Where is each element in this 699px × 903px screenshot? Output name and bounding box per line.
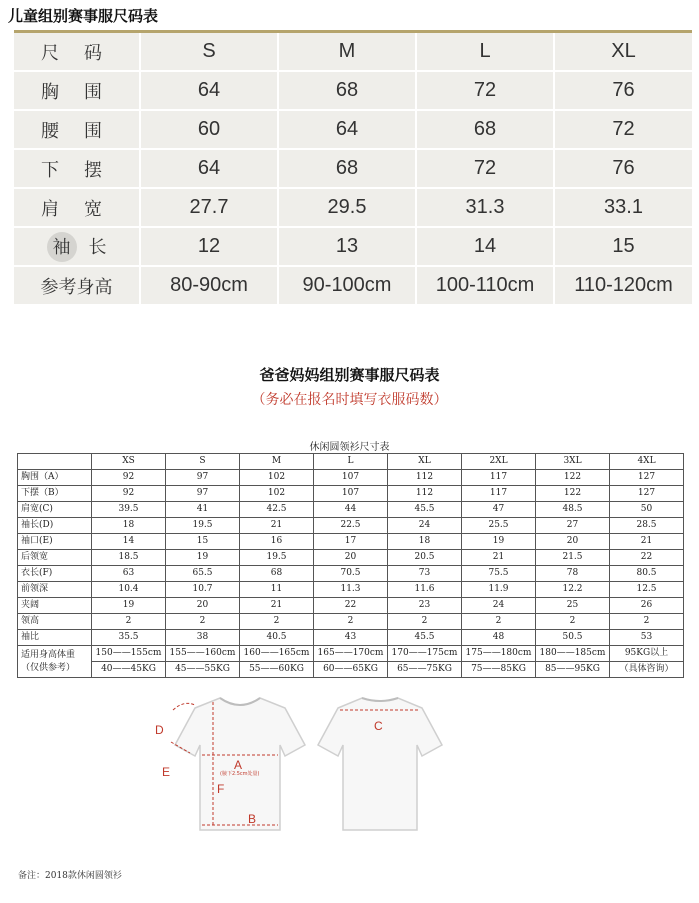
table-cell: 25 (536, 598, 610, 614)
row-header: 参考身高 (14, 266, 140, 305)
table-cell: 64 (140, 149, 278, 188)
table-cell: 80.5 (610, 566, 684, 582)
table-cell: 11.9 (462, 582, 536, 598)
adult-size-table (17, 453, 684, 678)
table-cell: 12.2 (536, 582, 610, 598)
table-cell: 21 (240, 518, 314, 534)
table-cell: 170——175cm (388, 646, 462, 662)
table-cell: 72 (416, 71, 554, 110)
table-cell: 165——170cm (314, 646, 388, 662)
table-cell: 45.5 (388, 630, 462, 646)
table-cell: 127 (610, 470, 684, 486)
table-cell: 117 (462, 486, 536, 502)
table-cell: 40——45KG (92, 662, 166, 678)
row-header: 领高 (18, 614, 92, 630)
row-header: 肩 宽 (14, 188, 140, 227)
table-cell: 155——160cm (166, 646, 240, 662)
row-header: 下摆（B） (18, 486, 92, 502)
table-row (18, 646, 684, 662)
kids-size-table (14, 30, 692, 306)
size-header: 3XL (536, 454, 610, 470)
table-cell: 11.6 (388, 582, 462, 598)
table-cell: 16 (240, 534, 314, 550)
table-cell: 68 (240, 566, 314, 582)
table-cell: 122 (536, 486, 610, 502)
table-cell: 42.5 (240, 502, 314, 518)
table-row (18, 550, 684, 566)
table-cell: 64 (140, 71, 278, 110)
table-cell: 72 (416, 149, 554, 188)
row-header: 袖比 (18, 630, 92, 646)
table-cell: 43 (314, 630, 388, 646)
table-cell: 102 (240, 470, 314, 486)
sleeve-circle: 袖 (47, 232, 77, 262)
size-header: XS (92, 454, 166, 470)
table-cell: 15 (554, 227, 692, 266)
table-cell: 65——75KG (388, 662, 462, 678)
table-cell: 45.5 (388, 502, 462, 518)
table-cell: 18 (388, 534, 462, 550)
size-header: S (166, 454, 240, 470)
table-cell: 31.3 (416, 188, 554, 227)
parents-size-chart-subtitle: （务必在报名时填写衣服码数） (251, 392, 448, 408)
table-row (14, 149, 692, 188)
table-cell: 29.5 (278, 188, 416, 227)
fit-label-line: （仅供参考） (21, 662, 76, 673)
table-cell: 117 (462, 470, 536, 486)
size-header: XL (554, 32, 692, 72)
table-cell: 160——165cm (240, 646, 314, 662)
table-cell: 97 (166, 470, 240, 486)
row-header: 腰 围 (14, 110, 140, 149)
size-header: L (416, 32, 554, 72)
label-a: A (234, 758, 243, 772)
table-cell: 50 (610, 502, 684, 518)
table-cell: 2 (462, 614, 536, 630)
adult-table-caption: 休闲圆领衫尺寸表 (309, 442, 390, 453)
table-cell: 127 (610, 486, 684, 502)
table-cell: 65.5 (166, 566, 240, 582)
table-cell: 50.5 (536, 630, 610, 646)
table-cell: 19 (166, 550, 240, 566)
parents-size-chart-title: 爸爸妈妈组别赛事服尺码表 (259, 366, 440, 384)
table-cell: 19.5 (240, 550, 314, 566)
table-cell: 12 (140, 227, 278, 266)
table-row (18, 598, 684, 614)
table-row (18, 486, 684, 502)
table-cell: 13 (278, 227, 416, 266)
row-header: 袖长(D) (18, 518, 92, 534)
row-header: 衣长(F) (18, 566, 92, 582)
table-cell: 180——185cm (536, 646, 610, 662)
table-cell: 75——85KG (462, 662, 536, 678)
table-cell: 19.5 (166, 518, 240, 534)
table-cell: 24 (462, 598, 536, 614)
table-cell: 18 (92, 518, 166, 534)
table-row (14, 266, 692, 305)
table-cell: 20.5 (388, 550, 462, 566)
table-cell: 21 (240, 598, 314, 614)
table-cell: 14 (92, 534, 166, 550)
table-cell: 21 (462, 550, 536, 566)
row-header: 夹阔 (18, 598, 92, 614)
table-cell: 25.5 (462, 518, 536, 534)
table-row (14, 110, 692, 149)
table-cell: 2 (92, 614, 166, 630)
table-cell: 122 (536, 470, 610, 486)
table-cell: 112 (388, 470, 462, 486)
table-row (18, 662, 684, 678)
table-row (18, 534, 684, 550)
row-header: 胸 围 (14, 71, 140, 110)
table-cell: 39.5 (92, 502, 166, 518)
table-cell: 20 (166, 598, 240, 614)
label-b: B (248, 812, 257, 826)
kids-size-chart-title: 儿童组别赛事服尺码表 (8, 7, 159, 25)
table-row (14, 227, 692, 266)
table-cell: 10.4 (92, 582, 166, 598)
table-cell: 45——55KG (166, 662, 240, 678)
table-row (18, 614, 684, 630)
table-cell: 27.7 (140, 188, 278, 227)
table-cell: 92 (92, 470, 166, 486)
table-cell: 24 (388, 518, 462, 534)
table-cell: 19 (92, 598, 166, 614)
table-cell: 2 (166, 614, 240, 630)
table-cell: 2 (240, 614, 314, 630)
size-header: L (314, 454, 388, 470)
table-cell: 2 (610, 614, 684, 630)
table-cell: 97 (166, 486, 240, 502)
table-cell: 17 (314, 534, 388, 550)
table-cell: 14 (416, 227, 554, 266)
table-cell: 18.5 (92, 550, 166, 566)
table-cell: 41 (166, 502, 240, 518)
row-header: 后领宽 (18, 550, 92, 566)
row-header (18, 646, 92, 678)
row-header: 袖口(E) (18, 534, 92, 550)
footnote: 备注：2018款休闲圆领衫 (18, 871, 122, 881)
table-row (14, 32, 692, 72)
table-cell: 76 (554, 71, 692, 110)
table-cell: 112 (388, 486, 462, 502)
table-cell: 150——155cm (92, 646, 166, 662)
armpit-note: (腋下2.5cm处量) (220, 771, 260, 777)
row-header (14, 227, 140, 266)
table-cell: 27 (536, 518, 610, 534)
size-header: XL (388, 454, 462, 470)
row-header: 前领深 (18, 582, 92, 598)
table-cell: 68 (278, 149, 416, 188)
table-cell: 11 (240, 582, 314, 598)
table-cell: 48.5 (536, 502, 610, 518)
table-cell: 12.5 (610, 582, 684, 598)
row-header: 肩宽(C) (18, 502, 92, 518)
table-cell: 44 (314, 502, 388, 518)
row-header: 下 摆 (14, 149, 140, 188)
table-cell: 28.5 (610, 518, 684, 534)
row-header: 胸围（A） (18, 470, 92, 486)
table-row (14, 188, 692, 227)
row-header: 尺 码 (14, 32, 140, 72)
table-cell: 73 (388, 566, 462, 582)
table-row (18, 502, 684, 518)
table-cell: 48 (462, 630, 536, 646)
table-cell: 102 (240, 486, 314, 502)
table-cell: 20 (314, 550, 388, 566)
tshirt-measurement-diagram (140, 690, 580, 840)
table-cell: 85——95KG (536, 662, 610, 678)
table-cell: 90-100cm (278, 266, 416, 305)
table-cell: （具体咨询） (610, 662, 684, 678)
table-cell: 22.5 (314, 518, 388, 534)
table-cell: 20 (536, 534, 610, 550)
size-header: S (140, 32, 278, 72)
table-cell: 107 (314, 486, 388, 502)
table-cell: 60 (140, 110, 278, 149)
label-d: D (155, 723, 164, 737)
table-cell: 19 (462, 534, 536, 550)
size-header: 2XL (462, 454, 536, 470)
table-cell: 10.7 (166, 582, 240, 598)
table-cell: 21 (610, 534, 684, 550)
fit-label-line: 适用身高体重 (21, 649, 76, 660)
table-cell: 70.5 (314, 566, 388, 582)
table-cell: 95KG以上 (610, 646, 684, 662)
table-cell: 2 (536, 614, 610, 630)
table-cell: 11.3 (314, 582, 388, 598)
table-row (18, 630, 684, 646)
sleeve-label-rest: 长 (88, 236, 107, 257)
table-cell: 55——60KG (240, 662, 314, 678)
table-cell: 2 (314, 614, 388, 630)
table-cell: 78 (536, 566, 610, 582)
adult-table-body (18, 454, 684, 678)
back-tshirt-illustration (318, 698, 442, 830)
table-cell: 76 (554, 149, 692, 188)
table-cell: 40.5 (240, 630, 314, 646)
table-cell: 33.1 (554, 188, 692, 227)
table-row (18, 454, 684, 470)
table-row (18, 518, 684, 534)
table-cell: 68 (278, 71, 416, 110)
table-cell: 53 (610, 630, 684, 646)
table-cell: 68 (416, 110, 554, 149)
label-c: C (374, 719, 383, 733)
table-cell: 75.5 (462, 566, 536, 582)
table-cell: 60——65KG (314, 662, 388, 678)
label-e: E (162, 765, 171, 779)
table-cell: 72 (554, 110, 692, 149)
table-cell: 35.5 (92, 630, 166, 646)
size-header: 4XL (610, 454, 684, 470)
table-cell: 92 (92, 486, 166, 502)
table-cell: 107 (314, 470, 388, 486)
table-cell: 22 (610, 550, 684, 566)
table-row (14, 71, 692, 110)
label-f: F (217, 782, 225, 796)
table-cell: 2 (388, 614, 462, 630)
table-cell: 100-110cm (416, 266, 554, 305)
corner-cell (18, 454, 92, 470)
table-row (18, 582, 684, 598)
table-cell: 80-90cm (140, 266, 278, 305)
table-cell: 175——180cm (462, 646, 536, 662)
table-cell: 22 (314, 598, 388, 614)
table-cell: 23 (388, 598, 462, 614)
table-cell: 26 (610, 598, 684, 614)
table-cell: 21.5 (536, 550, 610, 566)
table-cell: 64 (278, 110, 416, 149)
table-row (18, 566, 684, 582)
table-cell: 110-120cm (554, 266, 692, 305)
table-cell: 63 (92, 566, 166, 582)
table-cell: 47 (462, 502, 536, 518)
table-cell: 38 (166, 630, 240, 646)
table-row (18, 470, 684, 486)
size-header: M (240, 454, 314, 470)
table-cell: 15 (166, 534, 240, 550)
size-header: M (278, 32, 416, 72)
